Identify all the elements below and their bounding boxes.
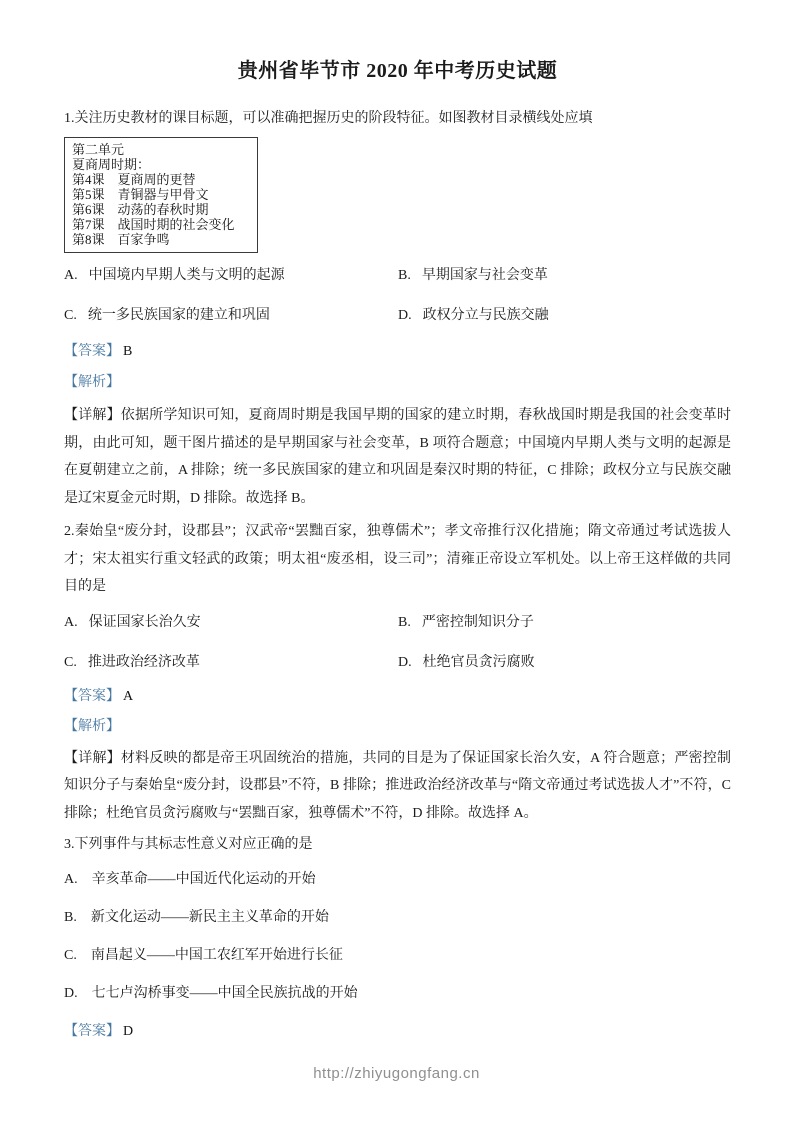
option-b xyxy=(398,613,731,633)
question-1 xyxy=(64,109,731,512)
option-b xyxy=(398,266,731,286)
option-a xyxy=(64,613,398,633)
detail-paragraph: 【详解】依据所学知识可知，夏商周时期是我国早期的国家的建立时期，春秋战国时期是我国的社会变革时期，由此可知，题干图片描述的是早期国家与社会变革，B 项符合题意；中国境内早期人类与文明的起源是在夏朝建立之前，A 排除；统一多民族国家的建立和巩固是秦汉时期的特征，C 排除；政权分立与民族交融是辽宋夏金元时期，D 排除。故选择 B。 xyxy=(64,408,731,506)
footer-url: http://zhiyugongfang.cn xyxy=(313,1065,480,1082)
question-2 xyxy=(64,518,731,827)
option-label: B. xyxy=(64,910,77,925)
answer-label: 【答案】 xyxy=(64,344,120,359)
option-label: B. xyxy=(398,268,411,283)
option-label: C. xyxy=(64,654,77,670)
option-c xyxy=(64,946,731,966)
option-text: 七七卢沟桥事变——中国全民族抗战的开始 xyxy=(91,986,358,1001)
answer-line xyxy=(64,1022,731,1042)
page-title: 贵州省毕节市 2020 年中考历史试题 xyxy=(237,60,558,82)
option-d xyxy=(398,306,731,326)
textbook-toc-figure xyxy=(64,137,258,253)
option-label: B. xyxy=(398,614,411,630)
option-label: A. xyxy=(64,268,78,283)
option-text: 统一多民族国家的建立和巩固 xyxy=(87,308,270,323)
analysis-line xyxy=(64,717,731,737)
option-text: 杜绝官员贪污腐败 xyxy=(422,654,535,670)
option-text: 严密控制知识分子 xyxy=(421,614,534,630)
option-text: 早期国家与社会变革 xyxy=(421,268,548,283)
question-3 xyxy=(64,835,731,1042)
option-c xyxy=(64,306,398,326)
options-grid xyxy=(64,613,731,673)
option-label: D. xyxy=(64,986,78,1001)
toc-line: 第二单元 xyxy=(72,142,125,157)
detail-paragraph: 【详解】材料反映的都是帝王巩固统治的措施，共同的目是为了保证国家长治久安，A 符合题意；严密控制知识分子与秦始皇“废分封，设郡县”不符，B 排除；推进政治经济改革与“隋文帝通过考试选拔人才”不符，C 排除；杜绝官员贪污腐败与“罢黜百家，独尊儒术”不符，D 排除。故选择 A。 xyxy=(64,750,731,821)
question-stem: 2.秦始皇“废分封，设郡县”；汉武帝“罢黜百家，独尊儒术”；孝文帝推行汉化措施；隋文帝通过考试选拔人才；宋太祖实行重文轻武的政策；明太祖“废丞相，设三司”；清雍正帝设立军机处。以上帝王这样做的共同目的是 xyxy=(64,524,731,594)
option-text: 政权分立与民族交融 xyxy=(422,308,549,323)
answer-value: D xyxy=(123,1024,134,1039)
option-label: C. xyxy=(64,308,77,323)
option-a xyxy=(64,870,731,890)
option-label: D. xyxy=(398,654,412,670)
answer-line xyxy=(64,687,731,707)
answer-value: B xyxy=(123,344,133,359)
analysis-label: 【解析】 xyxy=(64,718,120,734)
option-text: 中国境内早期人类与文明的起源 xyxy=(88,268,285,283)
option-text: 新文化运动——新民主主义革命的开始 xyxy=(90,910,329,925)
option-text: 推进政治经济改革 xyxy=(87,654,200,670)
toc-line: 第4课 夏商周的更替 xyxy=(72,172,196,187)
option-c xyxy=(64,653,398,673)
option-label: D. xyxy=(398,308,412,323)
option-d xyxy=(64,984,731,1004)
toc-line: 第7课 战国时期的社会变化 xyxy=(72,217,235,232)
analysis-line xyxy=(64,373,731,393)
toc-line: 第8课 百家争鸣 xyxy=(72,232,170,247)
toc-line: 第6课 动荡的春秋时期 xyxy=(72,202,209,217)
option-d xyxy=(398,653,731,673)
question-stem: 3.下列事件与其标志性意义对应正确的是 xyxy=(64,837,313,852)
answer-label: 【答案】 xyxy=(64,1024,120,1039)
option-text: 保证国家长治久安 xyxy=(88,614,201,630)
question-stem: 1.关注历史教材的课目标题，可以准确把握历史的阶段特征。如图教材目录横线处应填 xyxy=(64,111,593,126)
option-label: A. xyxy=(64,614,78,630)
answer-line xyxy=(64,342,731,362)
option-text: 辛亥革命——中国近代化运动的开始 xyxy=(91,872,316,887)
analysis-label: 【解析】 xyxy=(64,375,120,390)
option-label: A. xyxy=(64,872,78,887)
answer-label: 【答案】 xyxy=(64,688,120,704)
option-label: C. xyxy=(64,948,77,963)
toc-line: 第5课 青铜器与甲骨文 xyxy=(72,187,209,202)
options-list xyxy=(64,870,731,1004)
option-b xyxy=(64,908,731,928)
option-text: 南昌起义——中国工农红军开始进行长征 xyxy=(90,948,343,963)
option-a xyxy=(64,266,398,286)
options-grid xyxy=(64,266,731,326)
answer-value: A xyxy=(123,688,134,704)
toc-line: 夏商周时期： xyxy=(72,157,151,172)
